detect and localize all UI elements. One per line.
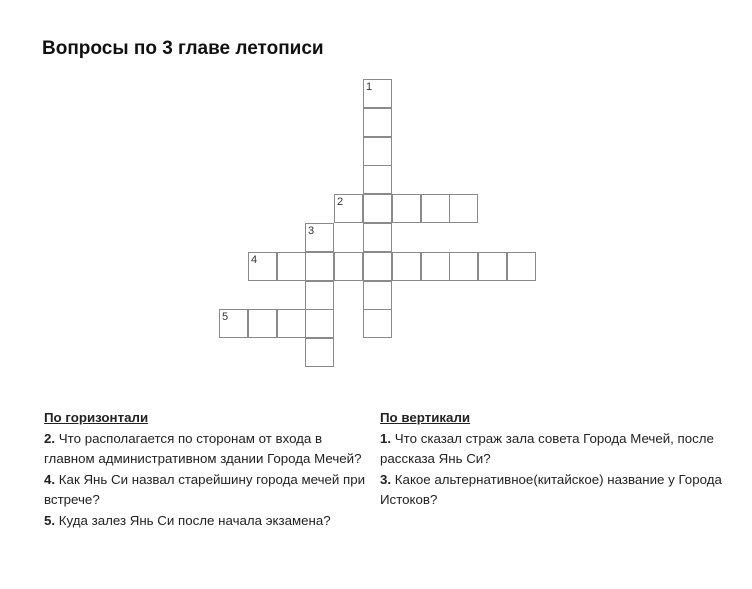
crossword-cell[interactable] (363, 79, 392, 108)
crossword-cell[interactable] (219, 309, 248, 338)
crossword-cell[interactable] (305, 338, 334, 367)
crossword-cell[interactable] (363, 309, 392, 338)
crossword-cell[interactable] (449, 252, 478, 281)
cell-number: 4 (251, 254, 258, 266)
crossword-cell[interactable] (449, 194, 478, 223)
crossword-cell[interactable] (421, 252, 450, 281)
clue-number: 4. (44, 471, 56, 487)
crossword-cell[interactable] (305, 281, 334, 310)
crossword-cell[interactable] (277, 252, 306, 281)
crossword-cell[interactable] (305, 252, 334, 281)
crossword-cell[interactable] (421, 194, 450, 223)
crossword-cell[interactable] (334, 194, 363, 223)
cell-number: 1 (366, 81, 373, 93)
clue-item (380, 429, 725, 470)
clue-text: Какое альтернативное(китайское) название у Города Истоков? (380, 471, 722, 507)
clue-text: Как Янь Си назвал старейшину города мечей при встрече? (44, 471, 366, 507)
clue-number: 2. (44, 430, 56, 446)
crossword-cell[interactable] (392, 194, 421, 223)
crossword-cell[interactable] (248, 309, 277, 338)
clues-across-heading: По горизонтали (44, 410, 149, 425)
crossword-cell[interactable] (277, 309, 306, 338)
clue-text: Что располагается по сторонам от входа в главном административном здании Города Мечей? (44, 430, 362, 466)
clue-item (44, 511, 369, 532)
clue-number: 5. (44, 512, 56, 528)
clues-down (380, 408, 725, 511)
clue-text: Куда залез Янь Си после начала экзамена? (58, 512, 331, 528)
crossword-cell[interactable] (305, 223, 334, 252)
crossword-cell[interactable] (363, 108, 392, 137)
crossword-cell[interactable] (363, 223, 392, 252)
clue-number: 1. (380, 430, 392, 446)
cell-number: 5 (222, 311, 229, 323)
crossword-cell[interactable] (363, 194, 392, 223)
clue-item (44, 429, 369, 470)
crossword-cell[interactable] (392, 252, 421, 281)
clue-number: 3. (380, 471, 392, 487)
clue-item (44, 470, 369, 511)
crossword-cell[interactable] (363, 252, 392, 281)
crossword-cell[interactable] (248, 252, 277, 281)
crossword-cell[interactable] (363, 165, 392, 194)
clue-text: Что сказал страж зала совета Города Мечей, после рассказа Янь Си? (380, 430, 714, 466)
crossword-cell[interactable] (334, 252, 363, 281)
cell-number: 3 (308, 225, 315, 237)
cell-number: 2 (337, 196, 344, 208)
crossword-cell[interactable] (507, 252, 536, 281)
crossword-cell[interactable] (363, 281, 392, 310)
page-title: Вопросы по 3 главе летописи (42, 38, 324, 59)
clues-across (44, 408, 369, 531)
clues-down-heading: По вертикали (380, 410, 471, 425)
crossword-cell[interactable] (363, 137, 392, 166)
crossword-cell[interactable] (305, 309, 334, 338)
crossword-cell[interactable] (478, 252, 507, 281)
clue-item (380, 470, 725, 511)
